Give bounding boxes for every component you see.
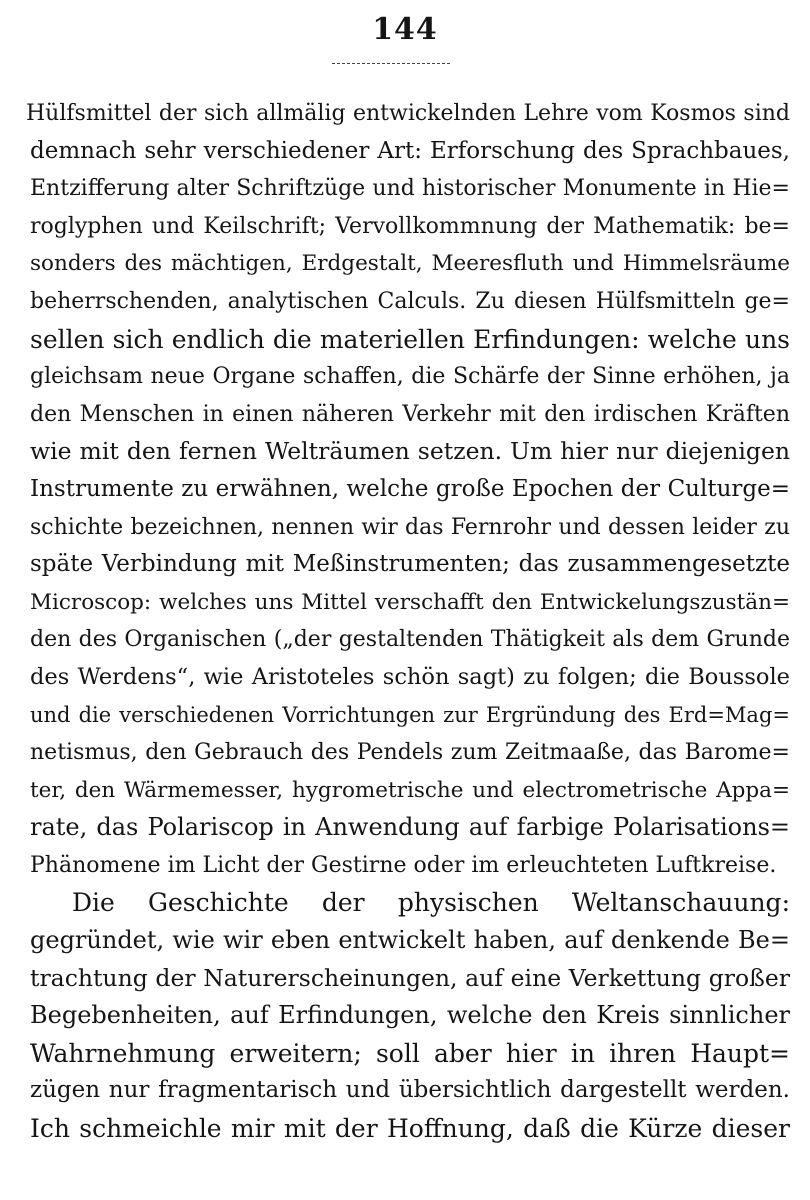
paragraph-start-line: Die Geschichte der physischen Weltanschauung: [72, 888, 790, 918]
body-text [26, 95, 790, 1148]
text-line: und die verschiedenen Vorrichtungen zur Ergründung des Erd=Mag= [30, 702, 790, 727]
text-line: Instrumente zu erwähnen, welche große Epochen der Culturge= [30, 475, 790, 502]
text-line: netismus, den Gebrauch des Pendels zum Zeitmaaße, das Barome= [30, 740, 790, 766]
text-line: späte Verbindung mit Meßinstrumenten; das zusammengesetzte [30, 551, 790, 578]
text-line: Microscop: welches uns Mittel verschafft den Entwickelungszustän= [30, 589, 790, 615]
text-line: sellen sich endlich die materiellen Erfindungen: welche uns [30, 324, 790, 354]
text-line: trachtung der Naturerscheinungen, auf eine Verkettung großer [30, 963, 790, 992]
text-line: rate, das Polariscop in Anwendung auf farbige Polarisations= [30, 813, 790, 842]
text-line: zügen nur fragmentarisch und übersichtlich dargestellt werden. [30, 1077, 790, 1104]
text-line: gleichsam neue Organe schaffen, die Schärfe der Sinne erhöhen, ja [30, 364, 790, 390]
text-line: sonders des mächtigen, Erdgestalt, Meeresfluth und Himmelsräume [30, 251, 790, 277]
text-line: Entzifferung alter Schriftzüge und historischer Monumente in Hie= [30, 176, 790, 202]
header-rule [332, 63, 450, 64]
text-line: den Menschen in einen näheren Verkehr mit den irdischen Kräften [30, 401, 790, 427]
text-line: Phänomene im Licht der Gestirne oder im erleuchteten Luftkreise. [30, 852, 777, 878]
text-line: Ich schmeichle mir mit der Hoffnung, daß die Kürze dieser [30, 1114, 790, 1144]
text-line: Hülfsmittel der sich allmälig entwickelnden Lehre vom Kosmos sind [26, 101, 790, 126]
text-line: Wahrnehmung erweitern; soll aber hier in ihren Haupt= [30, 1038, 790, 1068]
text-line: den des Organischen („der gestaltenden Thätigkeit als dem Grunde [30, 627, 790, 653]
text-line: des Werdens“, wie Aristoteles schön sagt) zu folgen; die Boussole [30, 663, 790, 690]
text-line: demnach sehr verschiedener Art: Erforschung des Sprachbaues, [30, 137, 790, 164]
page-number: 144 [372, 12, 438, 47]
text-line: schichte bezeichnen, nennen wir das Fernrohr und dessen leider zu [30, 514, 790, 540]
text-line: gegründet, wie wir eben entwickelt haben, auf denkende Be= [30, 926, 790, 955]
text-line: Begebenheiten, auf Erfindungen, welche den Kreis sinnlicher [30, 1001, 790, 1030]
text-line: wie mit den fernen Welträumen setzen. Um hier nur diejenigen [30, 437, 790, 466]
text-line: beherrschenden, analytischen Calculs. Zu diesen Hülfsmitteln ge= [30, 288, 790, 314]
text-line: roglyphen und Keilschrift; Vervollkommnung der Mathematik: be= [30, 213, 790, 239]
text-line: ter, den Wärmemesser, hygrometrische und electrometrische Appa= [30, 777, 790, 803]
